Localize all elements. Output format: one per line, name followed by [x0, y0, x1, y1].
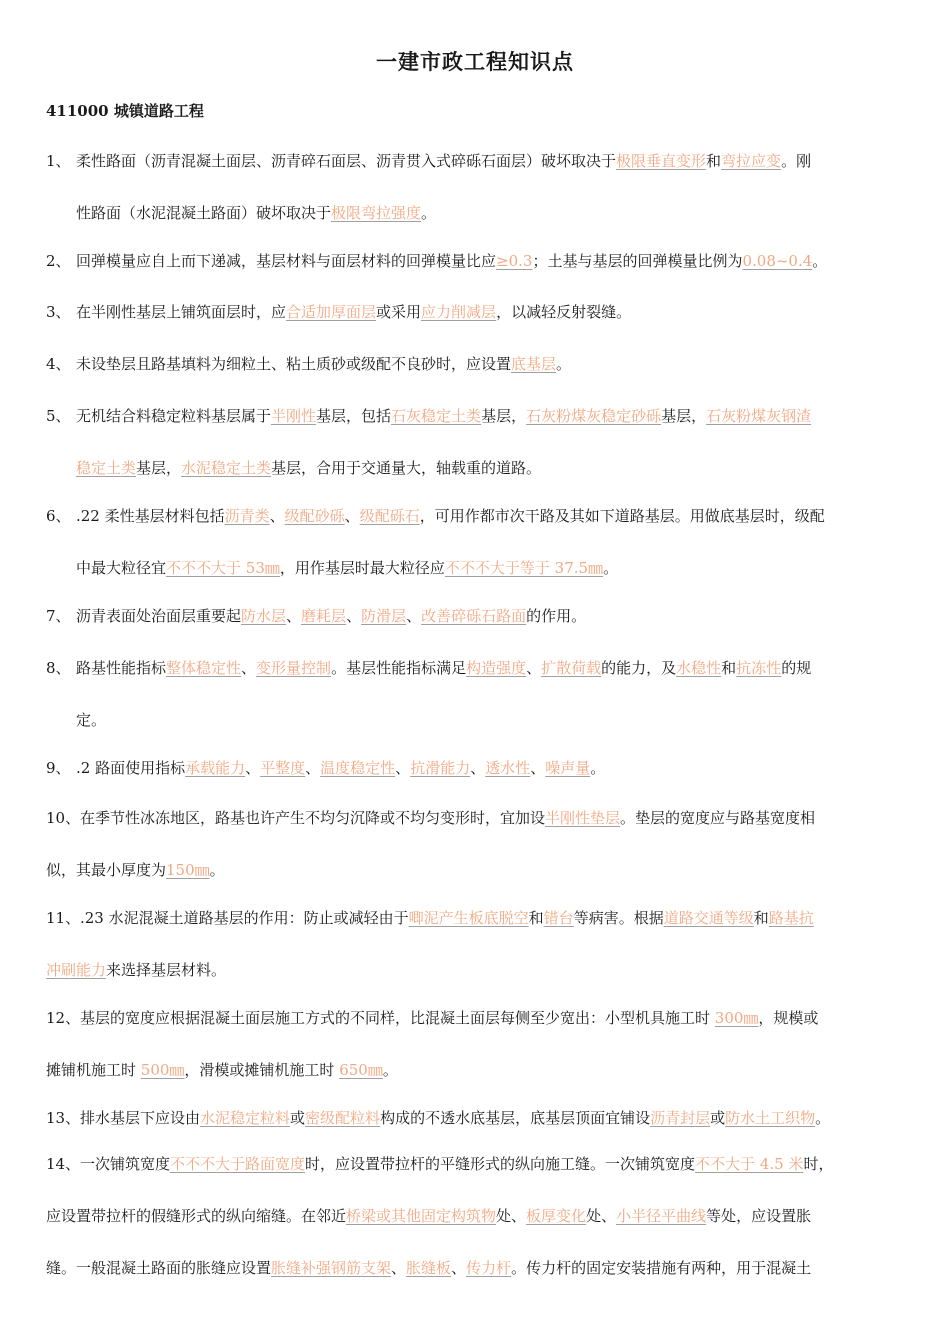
answer-blank: 小半径平曲线	[616, 1207, 707, 1225]
list-item	[46, 992, 908, 1096]
answer-blank: 道路交通等级	[663, 909, 754, 927]
item-text: .23 水泥混凝土道路基层的作用：防止或减轻由于	[80, 909, 409, 927]
item-text: 未设垫层且路基填料为细粒土、粘土质砂或级配不良砂时，应设置	[76, 355, 512, 373]
item-text: 处、	[586, 1207, 617, 1225]
item-text: 似，其最小厚度为	[46, 861, 167, 879]
item-text: 。	[209, 861, 225, 879]
answer-blank: 改善碎砾石路面	[421, 607, 527, 625]
item-number: 11、	[46, 909, 81, 927]
item-text: 、	[346, 607, 362, 625]
item-text: 。刚	[781, 152, 812, 170]
answer-blank: 冲刷能力	[46, 961, 107, 979]
item-line	[46, 1242, 908, 1294]
item-line	[46, 286, 908, 338]
answer-blank: 错台	[543, 909, 574, 927]
answer-blank: 承载能力	[185, 759, 246, 777]
item-number: 4、	[46, 355, 71, 373]
item-line	[46, 235, 908, 287]
item-text: 。	[812, 252, 828, 270]
item-line	[46, 992, 908, 1044]
item-text: 构成的不透水底基层，底基层顶面宜铺设	[380, 1109, 651, 1127]
item-text: ；土基与基层的回弹模量比例为	[532, 252, 743, 270]
answer-blank: 路基抗	[768, 909, 814, 927]
answer-blank: 不不不大于等于 37.5㎜	[444, 559, 604, 577]
answer-blank: 级配砾石	[359, 507, 420, 525]
item-line	[46, 442, 908, 494]
item-text: 和	[706, 152, 722, 170]
item-line	[46, 135, 908, 187]
answer-blank: 650㎜	[339, 1061, 383, 1079]
answer-blank: 水泥稳定粒料	[200, 1109, 291, 1127]
item-line	[46, 390, 908, 442]
item-line	[46, 892, 908, 944]
item-number: 10、	[46, 809, 81, 827]
answer-blank: 半刚性垫层	[545, 809, 621, 827]
answer-blank: 300㎜	[714, 1009, 759, 1027]
page-title: 一建市政工程知识点	[376, 49, 574, 74]
item-number: 12、	[46, 1009, 81, 1027]
item-line	[46, 542, 908, 594]
list-item	[46, 1138, 908, 1294]
item-text: 中最大粒径宜	[76, 559, 167, 577]
item-text: 沥青表面处治面层重要起	[76, 607, 242, 625]
item-line	[46, 944, 908, 996]
list-item	[46, 642, 908, 746]
answer-blank: 应力削减层	[421, 303, 497, 321]
item-text: 、	[406, 607, 422, 625]
answer-blank: 桥梁或其他固定构筑物	[346, 1207, 497, 1225]
item-line	[46, 490, 908, 542]
answer-blank: 极限弯拉强度	[331, 204, 422, 222]
item-text: 基层，合用于交通量大，轴载重的道路。	[271, 459, 542, 477]
item-line	[46, 792, 908, 844]
list-item	[46, 490, 908, 594]
item-text: 时，应设置带拉杆的平缝形式的纵向施工缝。一次铺筑宽度	[305, 1155, 696, 1173]
item-text: 排水基层下应设由	[80, 1109, 201, 1127]
item-text: 缝。一般混凝土路面的胀缝应设置	[46, 1259, 272, 1277]
list-item	[46, 892, 908, 996]
item-text: 等处，应设置胀	[706, 1207, 812, 1225]
item-text: 。传力杆的固定安装措施有两种，用于混凝土	[511, 1259, 812, 1277]
item-text: .22 柔性基层材料包括	[76, 507, 225, 525]
item-text: 或	[710, 1109, 726, 1127]
item-text: 性路面（水泥混凝土路面）破坏取决于	[76, 204, 332, 222]
item-text: 和	[753, 909, 769, 927]
item-line	[46, 742, 908, 794]
item-text: 来选择基层材料。	[106, 961, 227, 979]
item-text: 在半刚性基层上铺筑面层时，应	[76, 303, 287, 321]
item-text: 。垫层的宽度应与路基宽度相	[620, 809, 816, 827]
item-line	[46, 590, 908, 642]
item-text: .2 路面使用指标	[76, 759, 186, 777]
answer-blank: 板厚变化	[526, 1207, 587, 1225]
list-item	[46, 590, 908, 642]
item-text: 、	[530, 759, 546, 777]
answer-blank: 整体稳定性	[166, 659, 242, 677]
answer-blank: 0.08~0.4	[742, 252, 813, 270]
item-text: ，以减轻反射裂缝。	[496, 303, 632, 321]
answer-blank: 平整度	[260, 759, 306, 777]
answer-blank: 防水土工织物	[725, 1109, 816, 1127]
answer-blank: 传力杆	[466, 1259, 512, 1277]
item-line	[46, 187, 908, 239]
item-number: 6、	[46, 507, 71, 525]
list-item	[46, 286, 908, 338]
answer-blank: 水稳性	[676, 659, 722, 677]
answer-blank: 底基层	[511, 355, 557, 373]
answer-blank: 磨耗层	[301, 607, 347, 625]
item-text: 的作用。	[526, 607, 587, 625]
item-text: 基层，	[136, 459, 182, 477]
item-text: 。基层性能指标满足	[331, 659, 467, 677]
item-text: 回弹模量应自上而下递减，基层材料与面层材料的回弹模量比应	[76, 252, 497, 270]
item-text: 、	[391, 1259, 407, 1277]
answer-blank: ≥0.3	[496, 252, 533, 270]
answer-blank: 不不不大于路面宽度	[170, 1155, 306, 1173]
item-text: 、	[451, 1259, 467, 1277]
item-line	[46, 1044, 908, 1096]
list-item	[46, 135, 908, 239]
item-text: 。	[815, 1109, 831, 1127]
item-text: 路基性能指标	[76, 659, 167, 677]
item-text: ，用作基层时最大粒径应	[279, 559, 445, 577]
item-text: 、	[286, 607, 302, 625]
answer-blank: 透水性	[485, 759, 531, 777]
list-item	[46, 742, 908, 794]
answer-blank: 水泥稳定土类	[181, 459, 272, 477]
item-text: ，可用作都市次干路及其如下道路基层。用做底基层时，级配	[419, 507, 825, 525]
item-text: ，滑模或摊铺机施工时	[184, 1061, 340, 1079]
list-item	[46, 390, 908, 494]
answer-blank: 沥青封层	[650, 1109, 711, 1127]
item-line	[46, 1190, 908, 1242]
item-number: 9、	[46, 759, 71, 777]
item-text: 柔性路面（沥青混凝土面层、沥青碎石面层、沥青贯入式碎砾石面层）破坏取决于	[76, 152, 617, 170]
item-text: 无机结合料稳定粒料基层属于	[76, 407, 272, 425]
item-text: 等病害。根据	[573, 909, 664, 927]
list-item	[46, 792, 908, 896]
item-text: 处、	[496, 1207, 527, 1225]
item-text: 、	[241, 659, 257, 677]
item-text: 基层，	[481, 407, 527, 425]
item-text: 、	[269, 507, 285, 525]
item-text: 应设置带拉杆的假缝形式的纵向缩缝。在邻近	[46, 1207, 347, 1225]
answer-blank: 变形量控制	[256, 659, 332, 677]
answer-blank: 不不不大于 53㎜	[166, 559, 280, 577]
answer-blank: 噪声量	[545, 759, 591, 777]
answer-blank: 弯拉应变	[721, 152, 782, 170]
answer-blank: 胀缝板	[406, 1259, 452, 1277]
answer-blank: 抗冻性	[736, 659, 782, 677]
item-text: 、	[470, 759, 486, 777]
answer-blank: 胀缝补强钢筋支架	[271, 1259, 392, 1277]
item-text: 定。	[76, 711, 107, 729]
item-text: 或采用	[376, 303, 422, 321]
item-text: 在季节性冰冻地区，路基也许产生不均匀沉降或不均匀变形时，宜加设	[80, 809, 546, 827]
item-text: 摊铺机施工时	[46, 1061, 141, 1079]
item-text: 、	[245, 759, 261, 777]
item-text: 基层，	[661, 407, 707, 425]
item-text: 基层的宽度应根据混凝土面层施工方式的不同样，比混凝土面层每侧至少宽出：小型机具施工时	[80, 1009, 715, 1027]
answer-blank: 石灰粉煤灰钢渣	[706, 407, 812, 425]
item-number: 13、	[46, 1109, 81, 1127]
answer-blank: 极限垂直变形	[616, 152, 707, 170]
item-text: 和	[721, 659, 737, 677]
item-number: 5、	[46, 407, 71, 425]
section-heading: 411000 城镇道路工程	[46, 102, 204, 120]
item-text: 。	[556, 355, 572, 373]
answer-blank: 防滑层	[361, 607, 407, 625]
answer-blank: 不不大于 4.5 米	[695, 1155, 804, 1173]
item-text: 、	[526, 659, 542, 677]
item-number: 7、	[46, 607, 71, 625]
item-text: 的能力，及	[601, 659, 677, 677]
answer-blank: 半刚性	[271, 407, 317, 425]
answer-blank: 石灰稳定土类	[391, 407, 482, 425]
item-text: 基层，包括	[316, 407, 392, 425]
item-line	[46, 844, 908, 896]
item-text: ，规模或	[758, 1009, 819, 1027]
item-number: 8、	[46, 659, 71, 677]
answer-blank: 抗滑能力	[410, 759, 471, 777]
item-text: 。	[382, 1061, 398, 1079]
item-number: 1、	[46, 152, 71, 170]
list-item	[46, 1092, 908, 1144]
item-line	[46, 694, 908, 746]
item-number: 2、	[46, 252, 71, 270]
item-text: 或	[290, 1109, 306, 1127]
item-text: 一次铺筑宽度	[80, 1155, 171, 1173]
answer-blank: 级配砂砾	[284, 507, 345, 525]
item-line	[46, 1092, 908, 1144]
answer-blank: 沥青类	[224, 507, 270, 525]
answer-blank: 构造强度	[466, 659, 527, 677]
item-line	[46, 1138, 908, 1190]
item-text: 、	[305, 759, 321, 777]
answer-blank: 密级配粒料	[305, 1109, 381, 1127]
answer-blank: 唧泥产生板底脱空	[408, 909, 529, 927]
item-text: 、	[344, 507, 360, 525]
answer-blank: 防水层	[241, 607, 287, 625]
item-text: 。	[590, 759, 606, 777]
item-text: 的规	[781, 659, 812, 677]
item-text: 。	[603, 559, 619, 577]
item-text: 和	[528, 909, 544, 927]
item-number: 14、	[46, 1155, 81, 1173]
item-line	[46, 338, 908, 390]
answer-blank: 扩散荷载	[541, 659, 602, 677]
item-line	[46, 642, 908, 694]
list-item	[46, 235, 908, 287]
item-number: 3、	[46, 303, 71, 321]
answer-blank: 500㎜	[140, 1061, 185, 1079]
item-text: 。	[421, 204, 437, 222]
list-item	[46, 338, 908, 390]
answer-blank: 合适加厚面层	[286, 303, 377, 321]
answer-blank: 石灰粉煤灰稳定砂砾	[526, 407, 662, 425]
answer-blank: 稳定土类	[76, 459, 137, 477]
item-text: 时，	[803, 1155, 834, 1173]
answer-blank: 温度稳定性	[320, 759, 396, 777]
answer-blank: 150㎜	[166, 861, 210, 879]
item-text: 、	[395, 759, 411, 777]
